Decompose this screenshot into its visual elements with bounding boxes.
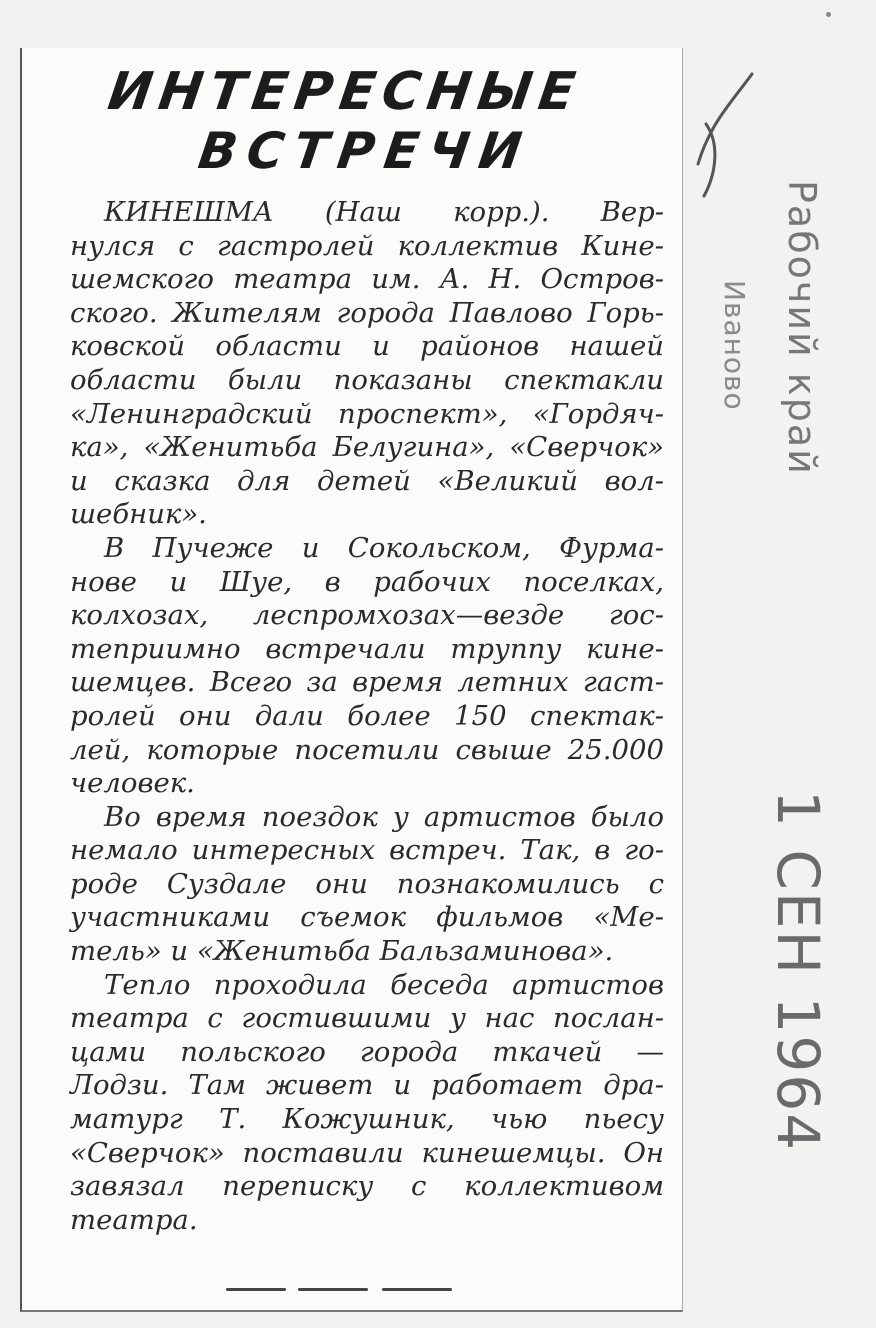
headline-line-1: ИНТЕРЕСНЫЕ [104, 62, 586, 122]
newspaper-name-annotation: Рабочий край [780, 180, 824, 476]
article-line: цами польского города ткачей — [70, 1035, 664, 1068]
article-line: КИНЕШМА (Наш корр.). Вер- [104, 196, 664, 228]
article-line: шемцев. Всего за время летних гаст- [70, 666, 664, 699]
date-stamp: 1 СЕН 1964 [764, 790, 832, 1153]
article-line: театра с гостившими у нас послан- [70, 1002, 664, 1035]
article-line: ского. Жителям города Павлово Горь- [70, 296, 664, 329]
article-line: тель» и «Женитьба Бальзаминова». [70, 935, 614, 968]
pen-mark-icon [690, 64, 760, 204]
article-line: роде Суздале они познакомились с [70, 867, 664, 900]
article-line: «Ленинградский проспект», «Гордяч- [70, 397, 664, 430]
article-line: Лодзи. Там живет и работает дра- [70, 1069, 664, 1102]
article-line: ролей они дали более 150 спектак- [70, 699, 664, 732]
article-line: шемского театра им. А. Н. Остров- [70, 263, 664, 296]
article-body [36, 196, 664, 1237]
speck [826, 12, 831, 17]
article-paragraph [36, 801, 664, 969]
article-line: нулся с гастролей коллектив Кине- [70, 229, 664, 262]
article-line: теприимно встречали труппу кине- [70, 632, 664, 665]
article-paragraph [36, 196, 664, 532]
article-line: колхозах, леспромхозах—везде гос- [70, 599, 664, 632]
article-line: лей, которые посетили свыше 25.000 [70, 733, 664, 766]
article-line: ка», «Женитьба Белугина», «Сверчок» [70, 431, 664, 464]
article-line: Тепло проходила беседа артистов [104, 968, 664, 1001]
end-rule [226, 1288, 456, 1294]
article-paragraph [36, 969, 664, 1238]
article-line: театра. [70, 1203, 198, 1236]
headline-line-2: ВСТРЕЧИ [194, 122, 536, 180]
article-line: участниками съемок фильмов «Ме- [70, 901, 664, 934]
article-line: области были показаны спектакли [70, 363, 664, 396]
article-line: матург Т. Кожушник, чью пьесу [70, 1103, 664, 1136]
article-line: Во время поездок у артистов было [104, 800, 664, 833]
article-line: В Пучеже и Сокольском, Фурма- [104, 531, 664, 564]
article-line: завязал переписку с коллективом [70, 1170, 664, 1203]
article-line: немало интересных встреч. Так, в го- [70, 834, 664, 867]
article-line: «Сверчок» поставили кинешемцы. Он [70, 1136, 664, 1169]
article-paragraph [36, 532, 664, 801]
city-annotation: Иваново [718, 280, 751, 411]
article-line: нове и Шуе, в рабочих поселках, [70, 565, 664, 598]
article-line: ковской области и районов нашей [70, 330, 664, 363]
article-line: и сказка для детей «Великий вол- [70, 464, 664, 497]
article-line: шебник». [70, 498, 207, 531]
article-line: человек. [70, 767, 195, 800]
